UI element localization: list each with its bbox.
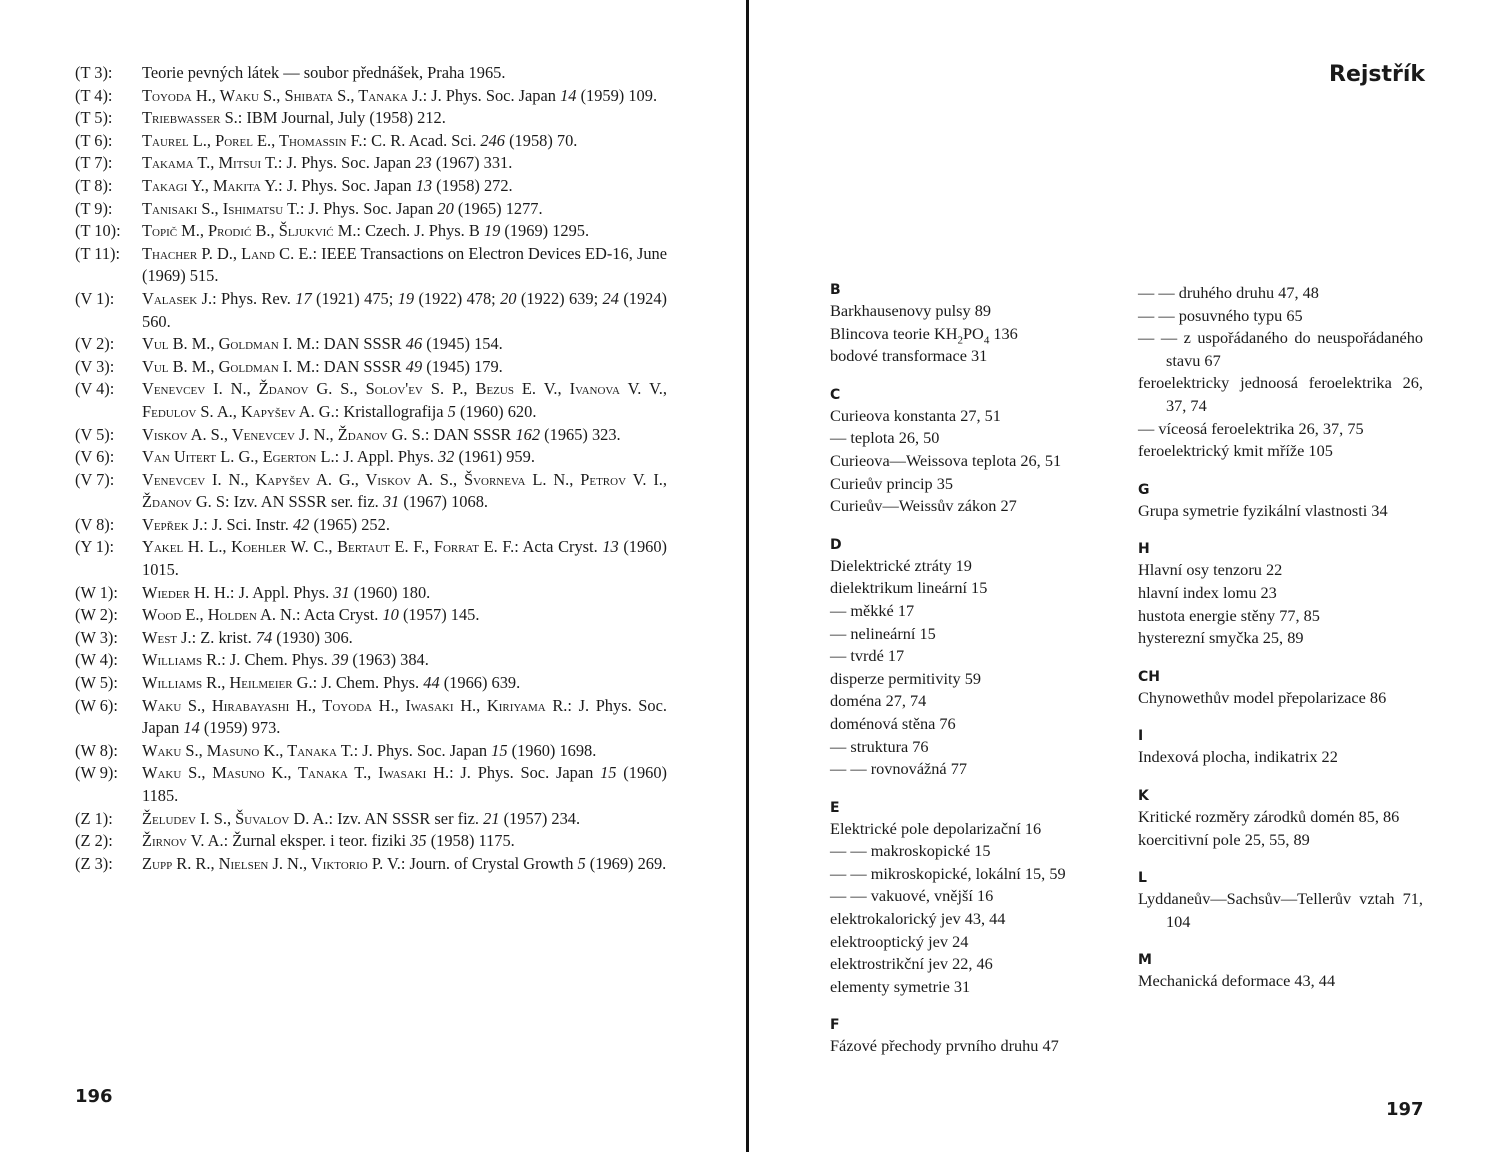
index-letter-heading: B [830,282,841,298]
reference-key: (W 9): [75,763,118,783]
index-entry: — — posuvného typu 65 [1138,305,1303,325]
reference-entry [75,152,667,175]
reference-entry [75,175,667,198]
reference-text: Valasek J.: Phys. Rev. 17 (1921) 475; 19 (1922) 478; 20 (1922) 639; 24 (1924) 560. [142,288,668,331]
index-entry: doménová stěna 76 [830,713,956,733]
reference-entry [75,378,667,423]
reference-entry [75,107,667,130]
reference-entry [75,740,667,763]
reference-entry [75,198,667,221]
reference-text: Takama T., Mitsui T.: J. Phys. Soc. Japan 23 (1967) 331. [142,153,513,173]
reference-entry [75,830,667,853]
index-letter-heading: C [830,386,841,403]
index-column-2 [1138,282,1423,993]
index-entry: Curieova—Weissova teplota 26, 51 [830,450,1062,470]
reference-text: Teorie pevných látek — soubor přednášek, Praha 1965. [142,63,506,82]
reference-entry [75,604,667,627]
reference-text: Thacher P. D., Land C. E.: IEEE Transactions on Electron Devices ED-16, June (1969) 515. [142,243,667,286]
reference-key: (T 11): [75,243,121,263]
reference-entry [75,582,667,605]
reference-key: (Z 3): [75,853,113,873]
reference-text: Van Uitert L. G., Egerton L.: J. Appl. Phys. 32 (1961) 959. [142,447,535,467]
index-entry: disperze permitivity 59 [830,668,982,688]
reference-entry [75,649,667,672]
index-entry: — — druhého druhu 47, 48 [1138,283,1319,302]
index-entry: Fázové přechody prvního druhu 47 [830,1036,1059,1056]
index-entry: Dielektrické ztráty 19 [830,555,972,575]
index-entry: Grupa symetrie fyzikální vlastnosti 34 [1138,500,1388,520]
reference-text: Vepřek J.: J. Sci. Instr. 42 (1965) 252. [142,514,390,534]
index-entry: bodové transformace 31 [830,346,988,366]
page-number-left: 196 [75,1086,113,1107]
reference-text: Tanisaki S., Ishimatsu T.: J. Phys. Soc. Japan 20 (1965) 1277. [142,198,543,218]
reference-key: (T 10): [75,221,121,241]
reference-text: Taurel L., Porel E., Thomassin F.: C. R. Acad. Sci. 246 (1958) 70. [142,130,578,150]
index-entry: Elektrické pole depolarizační 16 [830,818,1042,838]
reference-text: Waku S., Hirabayashi H., Toyoda H., Iwasaki H., Kiriyama R.: J. Phys. Soc. Japan 14 (1959) 973. [142,695,667,738]
index-entry: Chynowethův model přepolarizace 86 [1138,687,1387,707]
reference-text: Takagi Y., Makita Y.: J. Phys. Soc. Japan 13 (1958) 272. [142,175,513,195]
reference-key: (W 1): [75,582,118,602]
index-entry: — víceosá feroelektrika 26, 37, 75 [1138,418,1364,438]
reference-entry [75,220,667,243]
index-letter-heading: CH [1138,668,1160,685]
reference-key: (T 6): [75,130,113,150]
index-entry: hustota energie stěny 77, 85 [1138,605,1320,625]
index-entry: dielektrikum lineární 15 [830,578,988,598]
index-entry: koercitivní pole 25, 55, 89 [1138,829,1310,849]
index-letter-heading: M [1138,952,1152,969]
reference-key: (V 7): [75,469,115,489]
index-entry: Curieův princip 35 [830,473,953,493]
reference-text: Wood E., Holden A. N.: Acta Cryst. 10 (1957) 145. [142,605,480,625]
reference-key: (V 6): [75,447,115,467]
index-entry: Indexová plocha, indikatrix 22 [1138,747,1338,767]
reference-text: Williams R.: J. Chem. Phys. 39 (1963) 384. [142,650,429,670]
reference-text: Waku S., Masuno K., Tanaka T.: J. Phys. Soc. Japan 15 (1960) 1698. [142,740,597,760]
book-spine [746,0,749,1152]
reference-text: Viskov A. S., Venevcev J. N., Ždanov G. S.: DAN SSSR 162 (1965) 323. [142,424,621,444]
index-entry: elektrokalorický jev 43, 44 [830,909,1006,929]
reference-entry [75,243,667,288]
reference-text: Venevcev I. N., Kapyšev A. G., Viskov A. S., Švorneva L. N., Petrov V. I., Ždanov G. S: Izv. AN SSSR ser. fiz. 31 (1967) 1068. [142,469,667,512]
reference-key: (W 5): [75,673,118,693]
index-entry: Lyddaneův—Sachsův—Tellerův vztah 71, 104 [1138,889,1423,931]
reference-key: (Z 2): [75,831,113,851]
index-entry: Kritické rozměry zárodků domén 85, 86 [1138,806,1400,826]
index-letter-heading: I [1138,728,1144,745]
index-letter-heading: H [1138,541,1150,558]
index-letter-heading: L [1138,870,1147,887]
reference-key: (W 6): [75,695,118,715]
reference-key: (T 4): [75,85,113,105]
right-page [751,0,1506,1152]
reference-entry [75,672,667,695]
reference-entry [75,62,667,85]
index-entry: Hlavní osy tenzoru 22 [1138,560,1283,580]
reference-text: Topič M., Prodić B., Šljukvić M.: Czech. J. Phys. B 19 (1969) 1295. [142,221,590,241]
reference-entry [75,627,667,650]
index-entry: feroelektrický kmit mříže 105 [1138,441,1333,461]
reference-entry [75,130,667,153]
index-entry: Barkhausenovy pulsy 89 [830,301,991,320]
reference-entry [75,469,667,514]
index-letter-heading: E [830,799,840,816]
reference-text: Žirnov V. A.: Žurnal eksper. i teor. fiziki 35 (1958) 1175. [142,831,515,851]
reference-key: (T 9): [75,198,113,218]
reference-entry [75,356,667,379]
index-letter-heading: F [830,1017,840,1034]
reference-key: (W 4): [75,650,118,670]
reference-key: (W 8): [75,740,118,760]
left-page [0,0,747,1152]
reference-key: (V 1): [75,288,115,308]
reference-text: Zupp R. R., Nielsen J. N., Viktorio P. V.: Journ. of Crystal Growth 5 (1969) 269. [142,853,667,873]
index-entry: Curieův—Weissův zákon 27 [830,496,1017,516]
index-entry: — — vakuové, vnější 16 [830,886,994,906]
reference-entry [75,808,667,831]
reference-key: (V 3): [75,356,115,376]
index-entry: hysterezní smyčka 25, 89 [1138,628,1304,648]
reference-key: (Z 1): [75,808,113,828]
reference-text: Waku S., Masuno K., Tanaka T., Iwasaki H.: J. Phys. Soc. Japan 15 (1960) 1185. [142,763,668,805]
reference-key: (V 5): [75,424,115,444]
index-entry: — teplota 26, 50 [830,428,940,448]
index-entry: — měkké 17 [830,600,915,620]
reference-key: (T 8): [75,175,113,195]
reference-entry [75,85,667,108]
index-entry: elementy symetrie 31 [830,976,971,996]
reference-entry [75,446,667,469]
index-entry: — — mikroskopické, lokální 15, 59 [830,863,1066,883]
index-entry: — — rovnovážná 77 [830,759,967,779]
reference-key: (V 4): [75,379,115,399]
reference-entry [75,762,667,807]
reference-key: (Y 1): [75,537,114,557]
reference-key: (T 7): [75,153,113,173]
reference-list [75,62,667,875]
reference-entry [75,536,667,581]
reference-text: Vul B. M., Goldman I. M.: DAN SSSR 46 (1945) 154. [142,334,503,354]
index-entry: — nelineární 15 [830,623,936,643]
index-entry: — — z uspořádaného do neuspořádaného stavu 67 [1138,328,1423,370]
reference-entry [75,695,667,740]
index-entry: doména 27, 74 [830,691,927,711]
index-column-1 [830,280,1120,1058]
reference-entry [75,288,667,333]
reference-entry [75,333,667,356]
page-number-right: 197 [1386,1099,1424,1120]
reference-text: Triebwasser S.: IBM Journal, July (1958) 212. [142,108,446,128]
reference-text: Želudev I. S., Šuvalov D. A.: Izv. AN SSSR ser fiz. 21 (1957) 234. [142,808,581,828]
reference-key: (W 3): [75,627,118,647]
index-entry: Blincova teorie $KH_2PO_4$ 136 [830,323,1018,346]
index-heading: Rejstřík [1329,62,1426,87]
index-entry: — struktura 76 [830,736,929,756]
reference-entry [75,514,667,537]
reference-text: Yakel H. L., Koehler W. C., Bertaut E. F., Forrat E. F.: Acta Cryst. 13 (1960) 1015. [142,537,668,580]
reference-text: Venevcev I. N., Ždanov G. S., Solov'ev S. P., Bezus E. V., Ivanova V. V., Fedulov S. A., Kapyšev A. G.: Kristallografija 5 (1960) 620. [142,379,667,421]
reference-key: (W 2): [75,605,118,625]
reference-key: (V 2): [75,334,115,354]
reference-entry [75,424,667,447]
reference-text: Vul B. M., Goldman I. M.: DAN SSSR 49 (1945) 179. [142,356,503,376]
index-entry: — tvrdé 17 [830,646,905,666]
index-letter-heading: D [830,536,842,553]
index-letter-heading: K [1138,787,1149,804]
reference-text: Williams R., Heilmeier G.: J. Chem. Phys. 44 (1966) 639. [142,673,521,693]
reference-text: Wieder H. H.: J. Appl. Phys. 31 (1960) 180. [142,582,431,602]
index-entry: elektrooptický jev 24 [830,931,969,951]
index-entry: feroelektricky jednoosá feroelektrika 26, 37, 74 [1138,373,1423,415]
reference-key: (T 3): [75,63,113,82]
index-entry: hlavní index lomu 23 [1138,582,1277,602]
reference-key: (V 8): [75,514,115,534]
reference-entry [75,853,667,876]
index-letter-heading: G [1138,481,1150,498]
index-entry: Mechanická deformace 43, 44 [1138,971,1336,991]
reference-text: Toyoda H., Waku S., Shibata S., Tanaka J.: J. Phys. Soc. Japan 14 (1959) 109. [142,85,658,105]
reference-text: West J.: Z. krist. 74 (1930) 306. [142,627,353,647]
index-entry: elektrostrikční jev 22, 46 [830,954,993,974]
index-entry: — — makroskopické 15 [830,841,991,861]
index-entry: Curieova konstanta 27, 51 [830,405,1001,425]
reference-key: (T 5): [75,108,113,128]
